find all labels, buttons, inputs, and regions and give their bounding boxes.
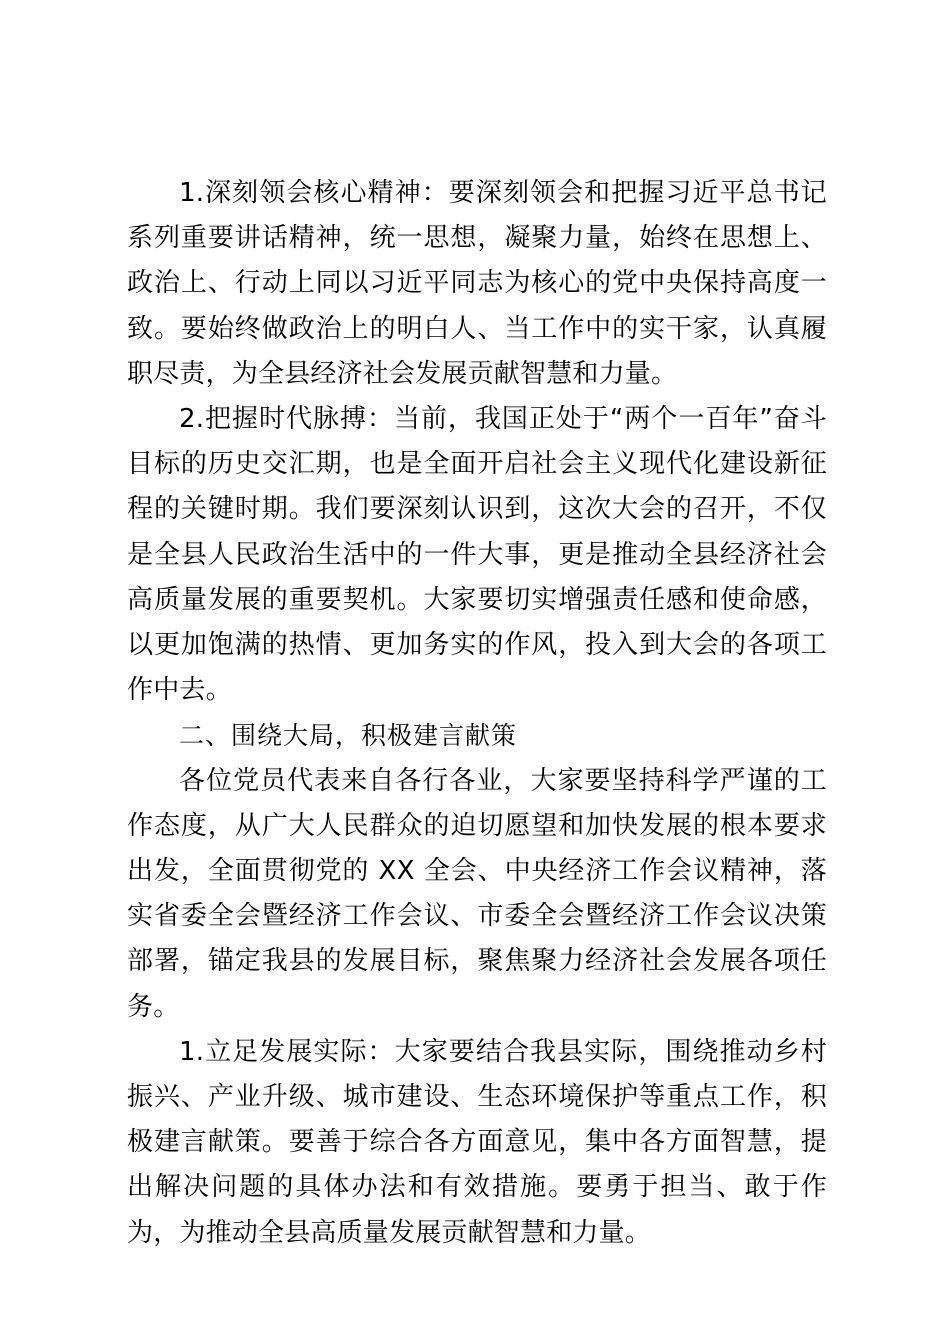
paragraph-era-pulse: 2.把握时代脉搏：当前，我国正处于“两个一百年”奋斗目标的历史交汇期，也是全面开启社会主义现代化建设新征程的关键时期。我们要深刻认识到，这次大会的召开，不仅是全县人民政治生活中的一件大事，更是推动全县经济社会高质量发展的重要契机。大家要切实增强责任感和使命感，以更加饱满的热情、更加务实的作风，投入到大会的各项工作中去。 — [127, 404, 827, 706]
paragraph-core-spirit: 1.深刻领会核心精神：要深刻领会和把握习近平总书记系列重要讲话精神，统一思想，凝聚力量，始终在思想上、政治上、行动上同以习近平同志为核心的党中央保持高度一致。要始终做政治上的明白人、当工作中的实干家，认真履职尽责，为全县经济社会发展贡献智慧和力量。 — [127, 178, 827, 389]
paragraph-delegates: 各位党员代表来自各行各业，大家要坚持科学严谨的工作态度，从广大人民群众的迫切愿望和加快发展的根本要求出发，全面贯彻党的 XX 全会、中央经济工作会议精神，落实省委全会暨经济工作会议、市委全会暨经济工作会议决策部署，锚定我县的发展目标，聚焦聚力经济社会发展各项任务。 — [127, 765, 827, 1022]
paragraph-development-reality: 1.立足发展实际：大家要结合我县实际，围绕推动乡村振兴、产业升级、城市建设、生态环境保护等重点工作，积极建言献策。要善于综合各方面意见，集中各方面智慧，提出解决问题的具体办法和有效措施。要勇于担当、敢于作为，为推动全县高质量发展贡献智慧和力量。 — [127, 1036, 827, 1248]
section-heading-2: 二、围绕大局，积极建言献策 — [179, 721, 518, 751]
document-body — [127, 171, 827, 1256]
